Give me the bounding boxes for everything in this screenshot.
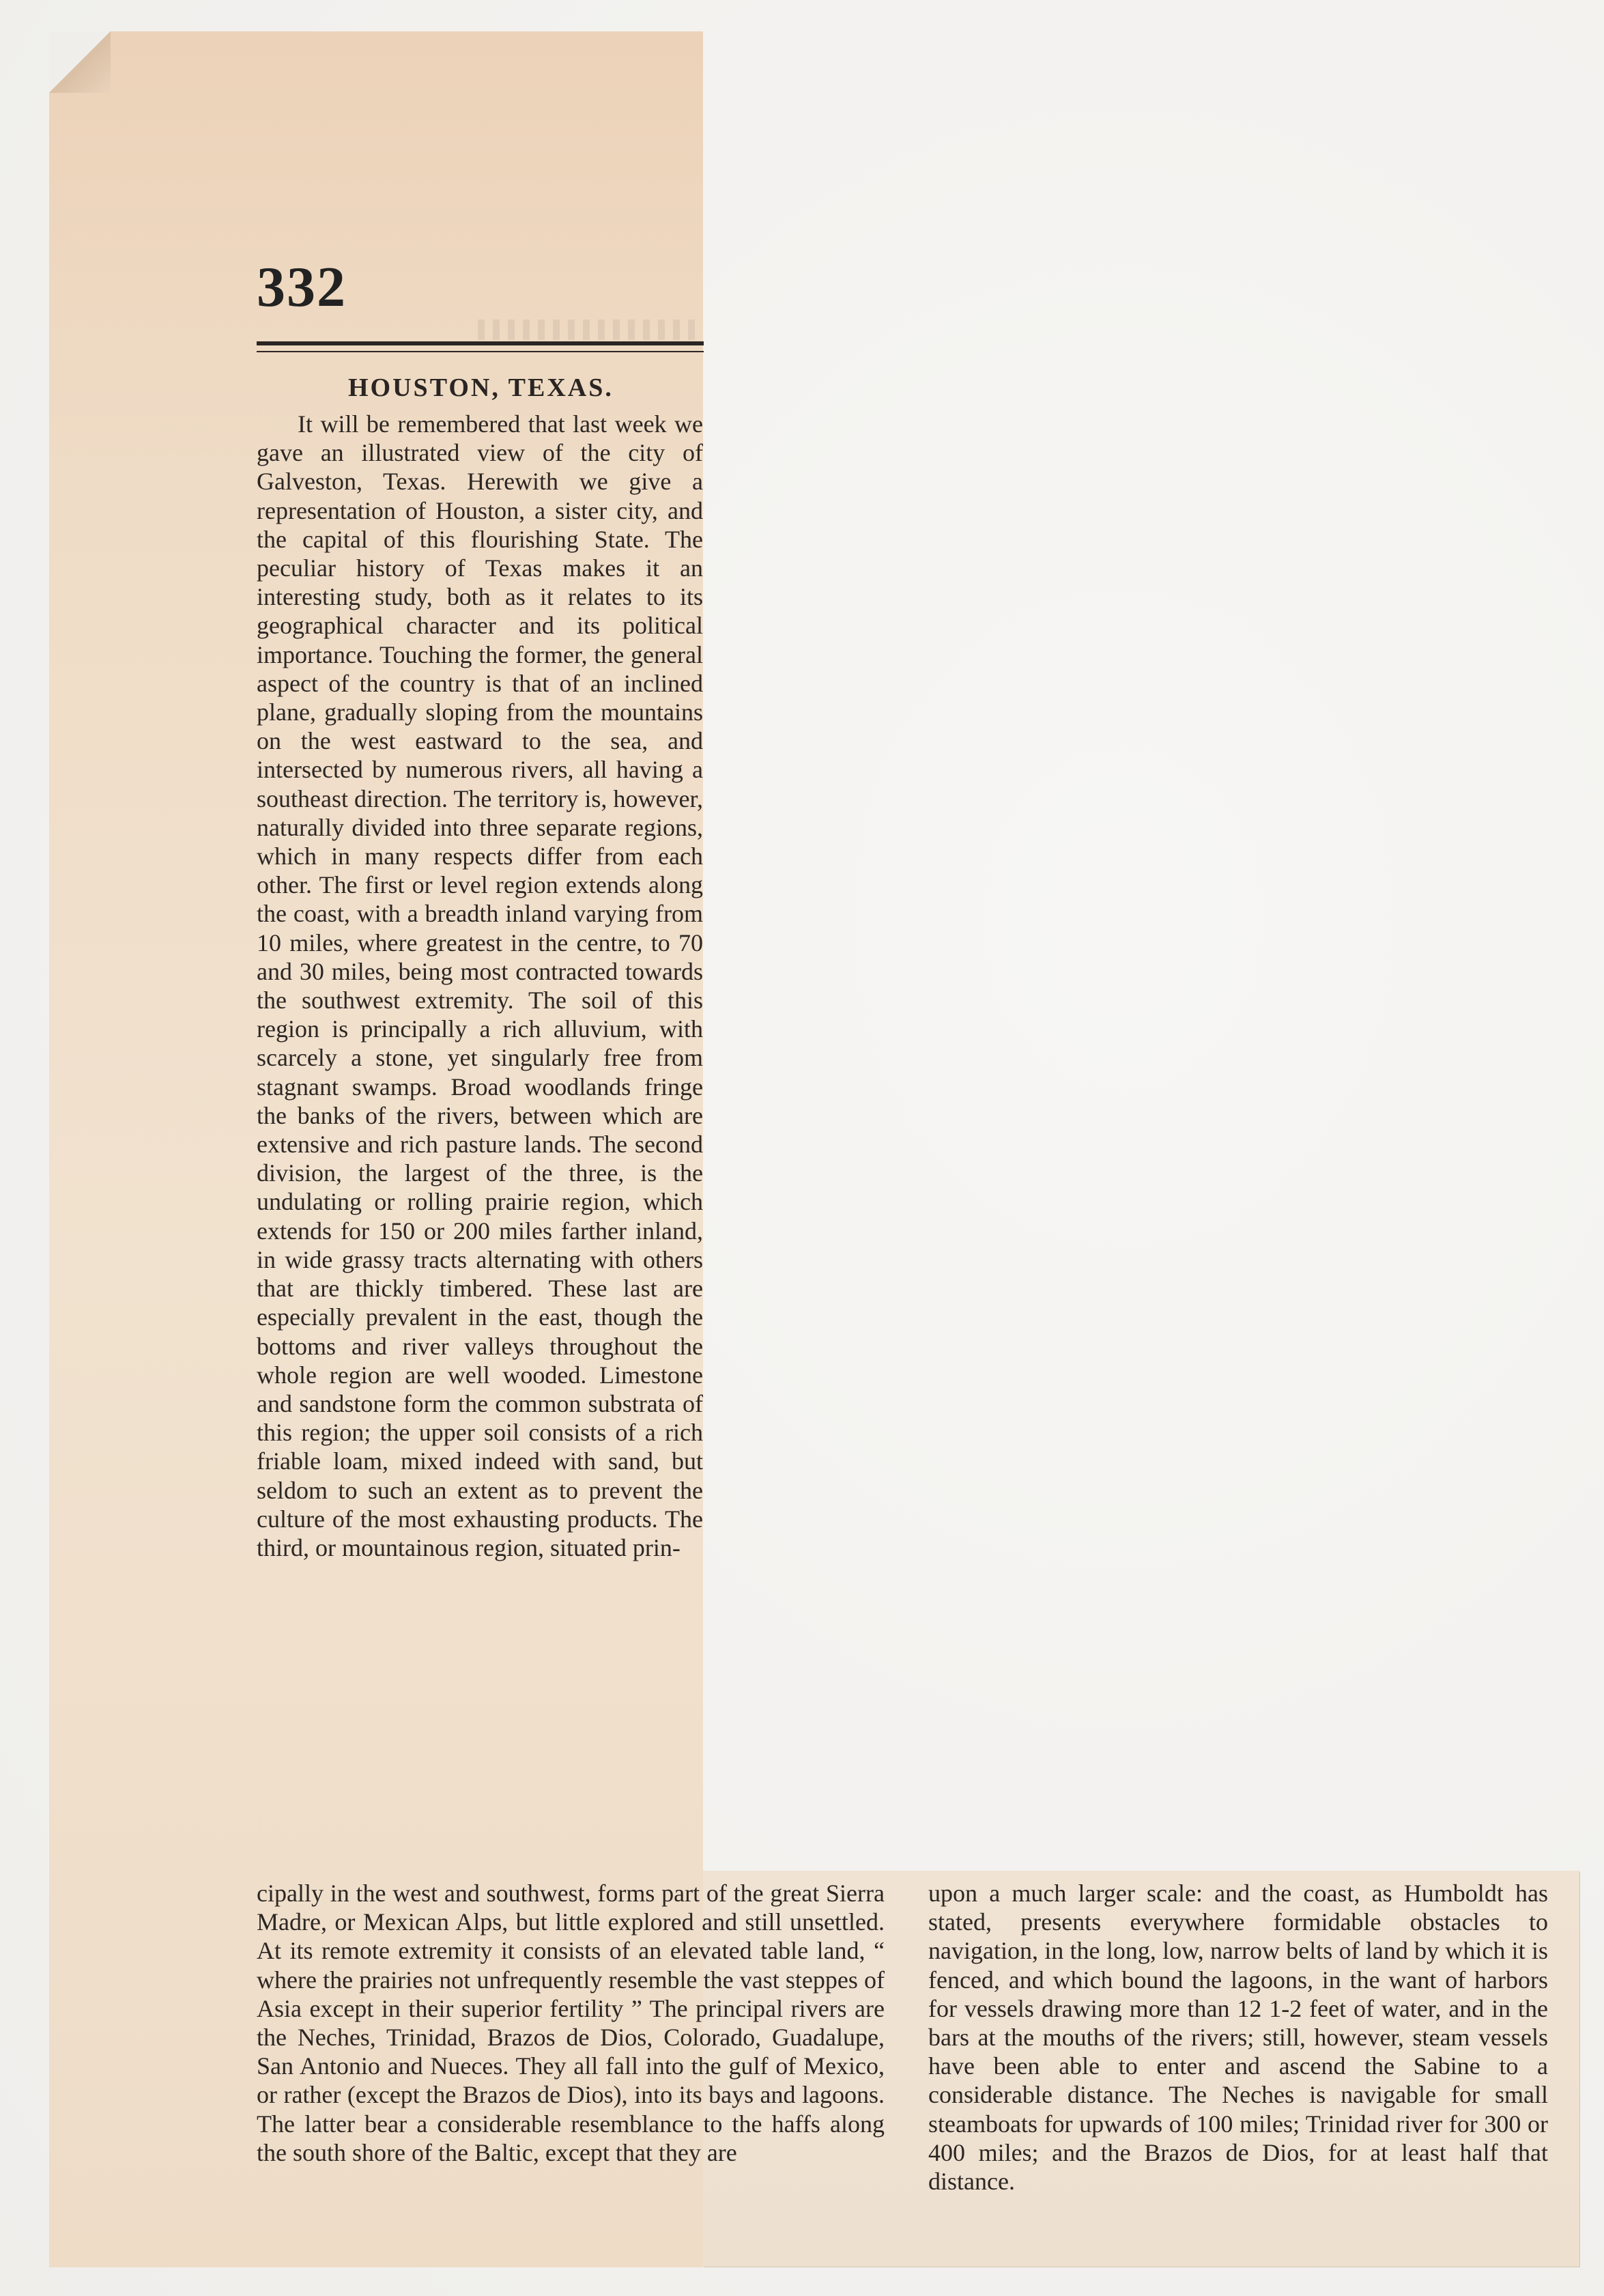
article-column-upper bbox=[257, 410, 703, 1877]
article-title: HOUSTON, TEXAS. bbox=[348, 373, 614, 402]
article-paragraph-lower-left: cipally in the west and southwest, forms part of the great Sierra Madre, or Mexican Alps, but little explored and still unsettled. At its remote extremity it consists of an elevated table land, “ where the prairies not unfrequently resemble the vast steppes of Asia except in their superior fertility ” The principal rivers are the Neches, Trinidad, Brazos de Dios, Colorado, Guadalupe, San Antonio and Nueces. They all fall into the gulf of Mexico, or rather (except the Brazos de Dios), into its bays and lagoons. The latter bear a considerable resemblance to the haffs along the south shore of the Baltic, except that they are bbox=[257, 1880, 885, 2166]
article-column-lower-left bbox=[257, 1879, 885, 2248]
page-number: 332 bbox=[257, 255, 347, 319]
folded-corner bbox=[49, 31, 111, 93]
article-paragraph-upper: It will be remembered that last week we gave an illustrated view of the city of Galveston, Texas. Herewith we give a representation of Houston, a sister city, and the capital of this flourishing State. The peculiar history of Texas makes it an interesting study, both as it relates to its geographical character and its political importance. Touching the former, the general aspect of the country is that of an inclined plane, gradually sloping from the mountains on the west eastward to the sea, and intersected by numerous rivers, all having a southeast direction. The territory is, however, naturally divided into three separate regions, which in many respects differ from each other. The first or level region extends along the coast, with a breadth inland varying from 10 miles, where greatest in the centre, to 70 and 30 miles, being most contracted towards the southwest extremity. The soil of this region is principally a rich alluvium, with scarcely a stone, yet singularly free from stagnant swamps. Broad woodlands fringe the banks of the rivers, between which are extensive and rich pasture lands. The second division, the largest of the three, is the undulating or rolling prairie region, which extends for 150 or 200 miles farther inland, in wide grassy tracts alternating with others that are thickly timbered. These last are especially prevalent in the east, though the bottoms and river valleys throughout the whole region are well wooded. Limestone and sandstone form the common substrata of this region; the upper soil consists of a rich friable loam, mixed indeed with sand, but seldom to such an extent as to prevent the culture of the most exhausting products. The third, or mountainous region, situated prin- bbox=[257, 410, 703, 1561]
article-column-right bbox=[928, 1879, 1548, 2248]
header-rule-thin bbox=[257, 351, 704, 352]
article-paragraph-right: upon a much larger scale: and the coast, as Humboldt has stated, presents everywhere formidable obstacles to navigation, in the long, low, narrow belts of land by which it is fenced, and which bound the lagoons, in the want of harbors for vessels drawing more than 12 1-2 feet of water, and in the bars at the mouths of the rivers; still, however, steam vessels have been able to enter and ascend the Sabine to a considerable distance. The Neches is navigable for small steamboats for upwards of 100 miles; Trinidad river for 300 or 400 miles; and the Brazos de Dios, for at least half that distance. bbox=[928, 1880, 1548, 2196]
header-rule-thick bbox=[257, 341, 704, 345]
bleed-through bbox=[478, 320, 703, 340]
